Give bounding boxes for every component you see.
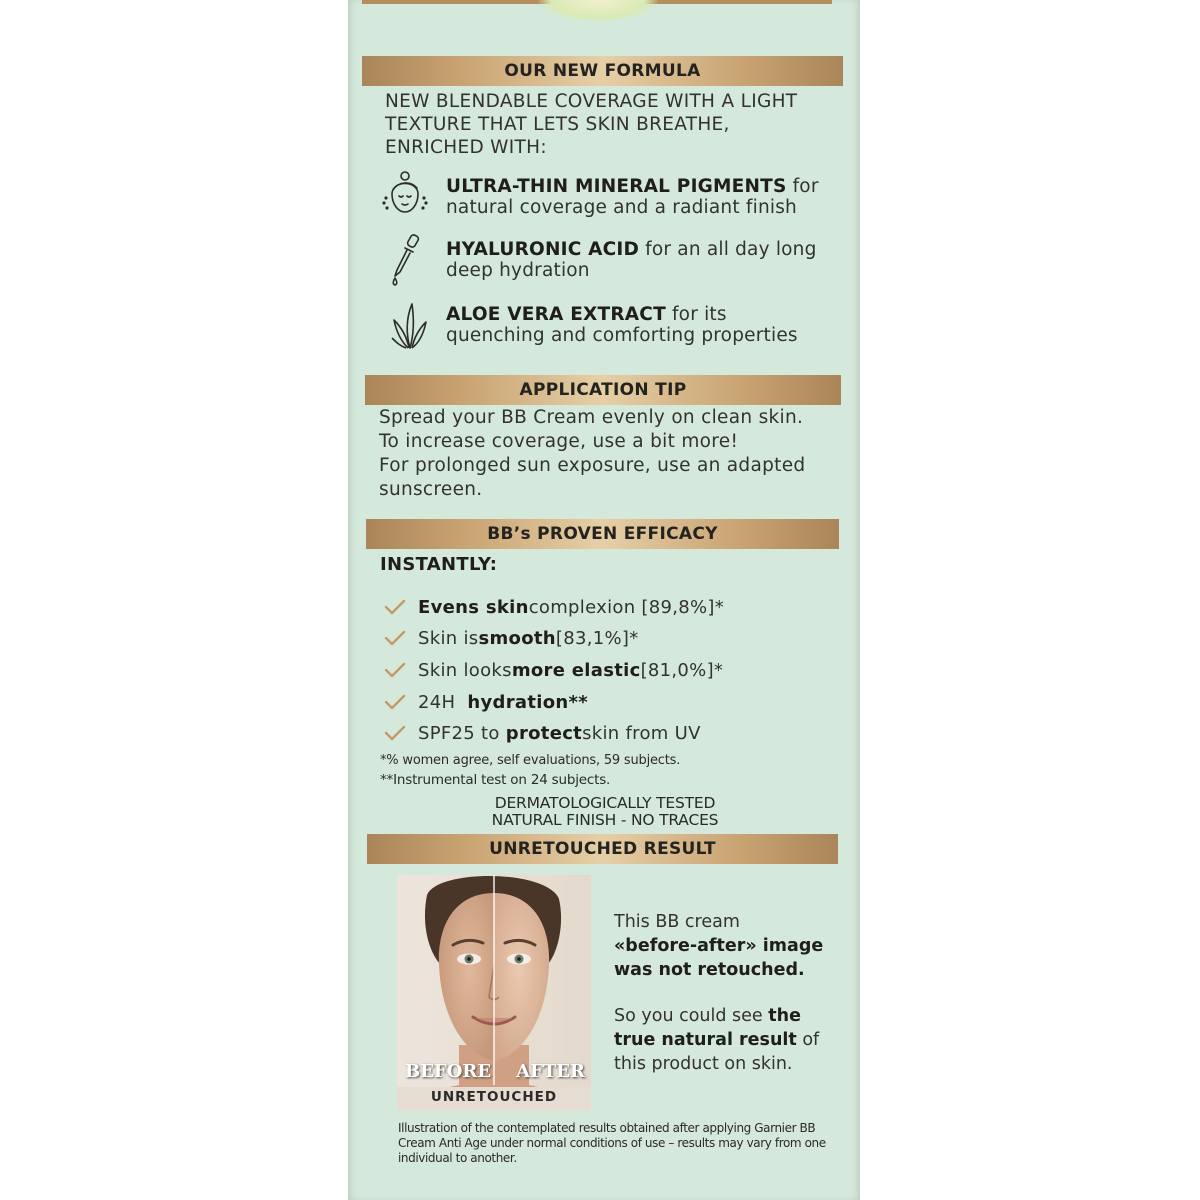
result-line: this product on skin. (614, 1054, 793, 1074)
checkmark-icon (384, 660, 406, 680)
result-line: of (796, 1030, 820, 1050)
feature-mineral-pigments (446, 176, 846, 218)
footnote-2: **Instrumental test on 24 subjects. (380, 772, 611, 788)
disclaimer (398, 1121, 826, 1166)
claim-bold: smooth (478, 627, 556, 649)
result-text-2 (614, 1004, 819, 1076)
instantly-label: INSTANTLY: (380, 554, 498, 575)
claim-bold: Evens skin (418, 596, 529, 618)
footnote-1: *% women agree, self evaluations, 59 subjects. (380, 753, 681, 768)
feature-hyaluronic-acid (446, 239, 846, 281)
unretouched-label: UNRETOUCHED (430, 1089, 558, 1105)
intro-line: NEW BLENDABLE COVERAGE WITH A LIGHT (385, 91, 798, 112)
tip-line: For prolonged sun exposure, use an adapted (379, 455, 806, 476)
result-line: «before-after» image (614, 936, 824, 956)
result-line: was not retouched. (614, 960, 805, 980)
feature-title: ALOE VERA EXTRACT (446, 304, 666, 325)
before-after-photo (397, 875, 591, 1111)
disclaimer-line: Illustration of the contemplated results obtained after applying Garnier BB (398, 1121, 816, 1135)
tip-heading: APPLICATION TIP (365, 375, 841, 405)
result-heading: UNRETOUCHED RESULT (367, 834, 838, 864)
before-label: BEFORE (405, 1061, 492, 1082)
formula-heading: OUR NEW FORMULA (362, 56, 843, 86)
claim-text: [81,0%]* (640, 659, 724, 681)
claim-row (384, 595, 724, 619)
dropper-icon (388, 232, 422, 288)
claim-text: complexion [89,8%]* (528, 596, 725, 618)
tested-line: NATURAL FINISH - NO TRACES (491, 811, 719, 829)
checkmark-icon (384, 628, 406, 648)
feature-text: quenching and comforting properties (446, 325, 798, 346)
brand-logo-edge (538, 0, 658, 22)
disclaimer-line: individual to another. (398, 1151, 517, 1165)
tip-line: To increase coverage, use a bit more! (379, 431, 739, 452)
claim-bold: protect (505, 722, 583, 744)
feature-text: deep hydration (446, 260, 590, 281)
claim-text: Skin is (418, 627, 479, 649)
tip-line: sunscreen. (379, 479, 483, 500)
result-line: This BB cream (614, 912, 740, 932)
checkmark-icon (384, 597, 406, 617)
claim-row (384, 721, 701, 745)
feature-text: for (786, 176, 819, 197)
claim-text: SPF25 to (418, 722, 506, 744)
aloe-icon (390, 300, 430, 352)
result-text-1 (614, 910, 823, 982)
tested-claims (440, 795, 770, 829)
claim-text: 24H (418, 691, 468, 713)
intro-line: ENRICHED WITH: (385, 137, 547, 158)
claim-row (384, 658, 723, 682)
claim-bold: hydration** (467, 691, 588, 713)
feature-title: ULTRA-THIN MINERAL PIGMENTS (446, 176, 787, 197)
after-label: AFTER (516, 1061, 585, 1082)
intro-line: TEXTURE THAT LETS SKIN BREATHE, (385, 114, 730, 135)
feature-aloe-vera (446, 304, 846, 346)
result-bold: true natural result (614, 1030, 797, 1050)
feature-title: HYALURONIC ACID (446, 239, 640, 260)
claim-row (384, 626, 639, 650)
result-bold: the (768, 1006, 801, 1026)
tip-line: Spread your BB Cream evenly on clean skin. (379, 407, 804, 428)
feature-text: natural coverage and a radiant finish (446, 197, 797, 218)
tip-text (379, 406, 805, 502)
checkmark-icon (384, 692, 406, 712)
feature-text: for an all day long (639, 239, 817, 260)
tested-line: DERMATOLOGICALLY TESTED (494, 794, 716, 812)
claim-text: skin from UV (582, 722, 701, 744)
feature-text: for its (665, 304, 727, 325)
result-line: So you could see (614, 1006, 769, 1026)
claim-bold: more elastic (511, 659, 641, 681)
claim-text: [83,1%]* (555, 627, 639, 649)
disclaimer-line: Cream Anti Age under normal conditions of use – results may vary from one (398, 1136, 826, 1150)
claim-row (384, 690, 588, 714)
claim-text: Skin looks (418, 659, 512, 681)
checkmark-icon (384, 723, 406, 743)
efficacy-heading: BB’s PROVEN EFFICACY (366, 519, 839, 549)
formula-intro (385, 90, 797, 159)
face-icon (380, 168, 430, 220)
